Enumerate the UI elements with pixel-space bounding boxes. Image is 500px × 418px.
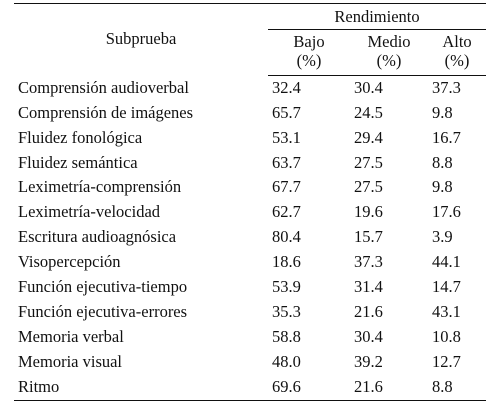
column-header-name: Bajo xyxy=(293,32,325,51)
subtest-name-cell: Función ejecutiva-tiempo xyxy=(18,277,188,297)
table-row xyxy=(14,101,486,126)
medio-value-cell: 21.6 xyxy=(350,375,428,400)
table-row xyxy=(14,300,486,325)
alto-value-cell: 17.6 xyxy=(432,202,461,222)
column-header-unit: (%) xyxy=(444,50,470,70)
medio-value-cell: 27.5 xyxy=(354,152,383,172)
subtest-name-cell: Fluidez fonológica xyxy=(18,127,143,147)
table-row xyxy=(14,350,486,375)
subtest-name-cell: Ritmo xyxy=(14,375,268,400)
bajo-value-cell: 18.6 xyxy=(272,252,301,272)
subtest-name-cell: Función ejecutiva-errores xyxy=(18,301,188,321)
alto-value-cell: 44.1 xyxy=(432,252,461,272)
medio-value-cell: 21.6 xyxy=(354,301,383,321)
bajo-value-cell: 80.4 xyxy=(272,227,301,247)
medio-value-cell: 19.6 xyxy=(354,202,383,222)
medio-value-cell: 39.2 xyxy=(354,351,383,371)
bajo-value-cell: 63.7 xyxy=(272,152,301,172)
bajo-value-cell: 53.1 xyxy=(272,127,301,147)
alto-value-cell: 37.3 xyxy=(432,77,461,97)
medio-value-cell: 31.4 xyxy=(354,277,383,297)
table-header xyxy=(14,4,486,76)
alto-value-cell: 9.8 xyxy=(432,102,453,122)
column-header-bajo xyxy=(268,30,350,76)
subtest-name-cell: Comprensión de imágenes xyxy=(18,102,194,122)
table-row xyxy=(14,275,486,300)
column-header-unit: (%) xyxy=(296,50,322,70)
bajo-value-cell: 58.8 xyxy=(272,326,301,346)
subtest-name-cell: Visopercepción xyxy=(18,252,121,272)
medio-value-cell: 27.5 xyxy=(354,177,383,197)
medio-value-cell: 30.4 xyxy=(354,77,383,97)
table-row xyxy=(14,151,486,176)
alto-value-cell: 16.7 xyxy=(432,127,461,147)
column-header-unit: (%) xyxy=(376,50,402,70)
table-row xyxy=(14,375,486,400)
bajo-value-cell: 62.7 xyxy=(272,202,301,222)
alto-value-cell: 12.7 xyxy=(432,351,461,371)
table-row xyxy=(14,75,486,100)
table-row xyxy=(14,200,486,225)
medio-value-cell: 29.4 xyxy=(354,127,383,147)
column-header-medio xyxy=(350,30,428,76)
table-body xyxy=(14,75,486,400)
bajo-value-cell: 65.7 xyxy=(272,102,301,122)
alto-value-cell: 3.9 xyxy=(432,227,453,247)
alto-value-cell: 8.8 xyxy=(432,152,453,172)
column-header-name: Medio xyxy=(367,32,411,51)
subtest-name-cell: Memoria verbal xyxy=(18,326,124,346)
subtest-column-header: Subprueba xyxy=(14,4,268,76)
bajo-value-cell: 67.7 xyxy=(272,177,301,197)
performance-group-header: Rendimiento xyxy=(268,4,486,30)
subtest-name-cell: Memoria visual xyxy=(18,351,123,371)
alto-value-cell: 8.8 xyxy=(428,375,486,400)
bajo-value-cell: 48.0 xyxy=(272,351,301,371)
alto-value-cell: 43.1 xyxy=(432,301,461,321)
alto-value-cell: 9.8 xyxy=(432,177,453,197)
alto-value-cell: 14.7 xyxy=(432,277,461,297)
performance-table xyxy=(14,3,486,401)
column-header-name: Alto xyxy=(442,32,472,51)
medio-value-cell: 15.7 xyxy=(354,227,383,247)
subtest-name-cell: Fluidez semántica xyxy=(18,152,138,172)
bajo-value-cell: 32.4 xyxy=(272,77,301,97)
table-row xyxy=(14,250,486,275)
subtest-name-cell: Leximetría-comprensión xyxy=(18,177,182,197)
header-row-group xyxy=(14,4,486,30)
table-row xyxy=(14,325,486,350)
table-row xyxy=(14,225,486,250)
table-row xyxy=(14,126,486,151)
medio-value-cell: 30.4 xyxy=(354,326,383,346)
bajo-value-cell: 69.6 xyxy=(268,375,350,400)
medio-value-cell: 24.5 xyxy=(354,102,383,122)
medio-value-cell: 37.3 xyxy=(354,252,383,272)
alto-value-cell: 10.8 xyxy=(432,326,461,346)
subtest-name-cell: Escritura audioagnósica xyxy=(18,227,177,247)
table-row xyxy=(14,176,486,201)
column-header-alto xyxy=(428,30,486,76)
subtest-name-cell: Comprensión audioverbal xyxy=(18,77,189,97)
bajo-value-cell: 53.9 xyxy=(272,277,301,297)
bajo-value-cell: 35.3 xyxy=(272,301,301,321)
subtest-name-cell: Leximetría-velocidad xyxy=(18,202,161,222)
